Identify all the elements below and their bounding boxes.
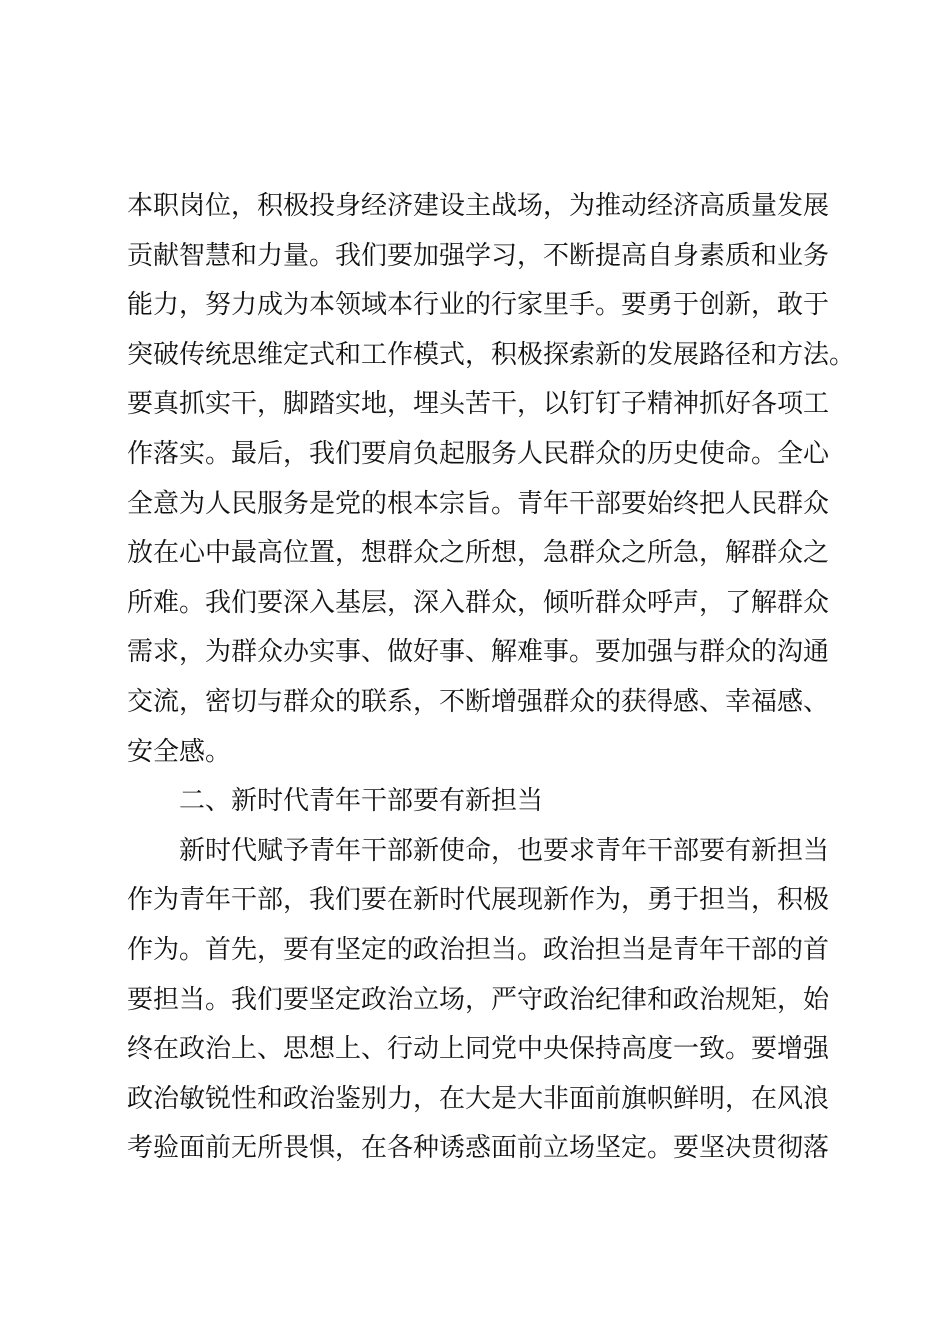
paragraph-line: 政治敏锐性和政治鉴别力，在大是大非面前旗帜鲜明，在风浪 bbox=[127, 1083, 830, 1114]
paragraph-line: 本职岗位，积极投身经济建设主战场，为推动经济高质量发展 bbox=[127, 191, 830, 221]
section-heading: 二、新时代青年干部要有新担当 bbox=[179, 786, 544, 817]
paragraph-line: 能力，努力成为本领域本行业的行家里手。要勇于创新，敢于 bbox=[127, 290, 830, 321]
paragraph-line: 全意为人民服务是党的根本宗旨。青年干部要始终把人民群众 bbox=[127, 488, 830, 519]
paragraph-line: 作落实。最后，我们要肩负起服务人民群众的历史使命。全心 bbox=[127, 438, 830, 469]
paragraph-line: 突破传统思维定式和工作模式，积极探索新的发展路径和方法。 bbox=[127, 339, 856, 370]
paragraph-line: 终在政治上、思想上、行动上同党中央保持高度一致。要增强 bbox=[127, 1034, 830, 1065]
paragraph-line: 放在心中最高位置，想群众之所想，急群众之所急，解群众之 bbox=[127, 538, 830, 569]
paragraph-line: 作为。首先，要有坚定的政治担当。政治担当是青年干部的首 bbox=[127, 934, 830, 965]
paragraph-line: 新时代赋予青年干部新使命，也要求青年干部要有新担当 bbox=[179, 835, 830, 866]
paragraph-line: 所难。我们要深入基层，深入群众，倾听群众呼声，了解群众 bbox=[127, 587, 830, 618]
document-body bbox=[127, 182, 856, 1174]
paragraph-line: 交流，密切与群众的联系，不断增强群众的获得感、幸福感、 bbox=[127, 686, 830, 717]
paragraph-line: 需求，为群众办实事、做好事、解难事。要加强与群众的沟通 bbox=[127, 637, 830, 668]
paragraph-line: 作为青年干部，我们要在新时代展现新作为，勇于担当，积极 bbox=[127, 885, 830, 916]
paragraph-line: 考验面前无所畏惧，在各种诱惑面前立场坚定。要坚决贯彻落 bbox=[127, 1133, 830, 1164]
paragraph-line: 要真抓实干，脚踏实地，埋头苦干，以钉钉子精神抓好各项工 bbox=[127, 389, 830, 420]
paragraph-line: 安全感。 bbox=[127, 736, 232, 767]
paragraph-line: 贡献智慧和力量。我们要加强学习，不断提高自身素质和业务 bbox=[127, 240, 830, 271]
paragraph-line: 要担当。我们要坚定政治立场，严守政治纪律和政治规矩，始 bbox=[127, 984, 830, 1015]
